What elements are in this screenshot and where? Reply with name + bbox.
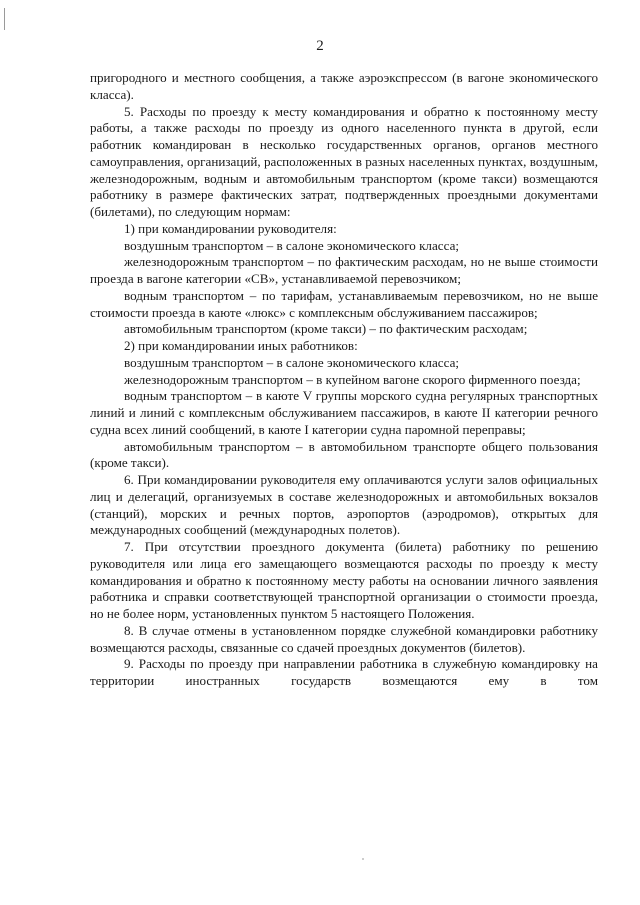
scan-artifact-dot	[362, 858, 364, 860]
scan-margin-mark	[4, 8, 5, 30]
subitem-1-air: воздушным транспортом – в салоне экономического класса;	[124, 237, 460, 253]
paragraph-item-6: 6. При командировании руководителя ему оплачиваются услуги залов официальных лиц и делегаций, организуемых в составе железнодорожных и автомобильных вокзалов (станций), морских и речных портов, аэропортов (аэродромов), открытых для международных сообщений (международных полетов).	[90, 472, 598, 538]
page-number: 2	[316, 38, 324, 54]
subitem-2-air: воздушным транспортом – в салоне экономического класса;	[124, 354, 460, 370]
subitem-2-water: водным транспортом – в каюте V группы морского судна регулярных транспортных линий и линий с комплексным обслуживанием пассажиров, в каюте II категории речного судна всех линий сообщений, в каюте I категории судна паромной переправы;	[90, 388, 598, 437]
subitem-2-auto: автомобильным транспортом – в автомобильном транспорте общего пользования (кроме такси).	[90, 438, 598, 471]
subitem-2-heading: 2) при командировании иных работников:	[124, 338, 358, 353]
paragraph-continuation: пригородного и местного сообщения, а также аэроэкспрессом (в вагоне экономического класса).	[90, 70, 598, 102]
subitem-1-rail: железнодорожным транспортом – по фактическим расходам, но не выше стоимости проезда в вагоне категории «СВ», устанавливаемой перевозчиком;	[90, 254, 598, 286]
subitem-2-rail: железнодорожным транспортом – в купейном вагоне скорого фирменного поезда;	[124, 371, 581, 387]
subitem-1-heading: 1) при командировании руководителя:	[124, 220, 337, 236]
paragraph-item-9: 9. Расходы по проезду при направлении работника в служебную командировку на территории иностранных государств возмещаются ему в том	[90, 656, 598, 688]
document-body	[90, 70, 598, 690]
subitem-1-water: водным транспортом – по тарифам, устанавливаемым перевозчиком, но не выше стоимости проезда в каюте «люкс» с комплексным обслуживанием пассажиров;	[90, 287, 598, 320]
paragraph-item-8: 8. В случае отмены в установленном порядке служебной командировки работнику возмещаются расходы, связанные со сдачей проездных документов (билетов).	[90, 622, 598, 655]
paragraph-item-7: 7. При отсутствии проездного документа (билета) работнику по решению руководителя или лица его замещающего возмещаются расходы по проезду к месту командирования и обратно к постоянному месту работы на основании личного заявления работника и справки соответствующей транспортной организации о стоимости проезда, но не более норм, установленных пунктом 5 настоящего Положения.	[90, 539, 598, 621]
paragraph-item-5: 5. Расходы по проезду к месту командирования и обратно к постоянному месту работы, а также расходы по проезду из одного населенного пункта в другой, если работник командирован в несколько государственных органов, органов местного самоуправления, организаций, расположенных в разных населенных пунктах, воздушным, железнодорожным, водным и автомобильным транспортом (кроме такси) возмещаются работнику в размере фактических затрат, подтвержденных проездными документами (билетами), по следующим нормам:	[90, 103, 598, 219]
subitem-1-auto: автомобильным транспортом (кроме такси) – по фактическим расходам;	[124, 321, 528, 337]
